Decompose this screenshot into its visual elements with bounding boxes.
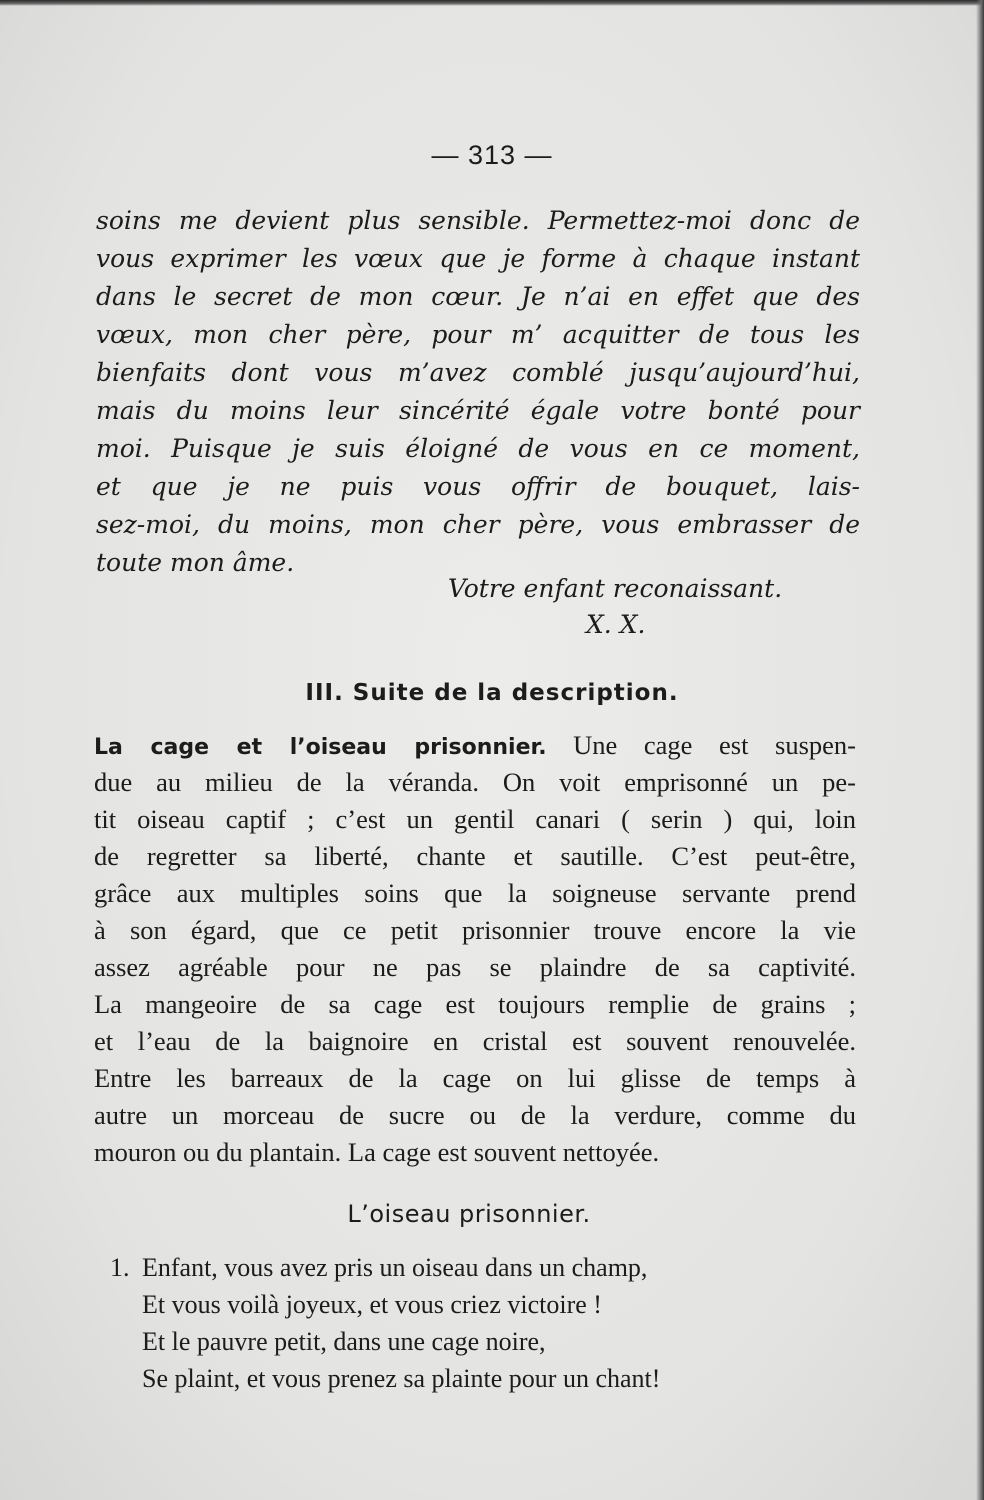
letter-line: soins me devient plus sensible. Permettez-moi donc de [96, 206, 860, 235]
description-line: autre un morceau de sucre ou de la verdure, comme du [94, 1100, 856, 1130]
letter-line: bienfaits dont vous m’avez comblé jusqu’aujourd’hui, [96, 358, 860, 387]
letter-line: et que je ne puis vous offrir de bouquet, lais- [96, 472, 860, 501]
description-line: Entre les barreaux de la cage on lui glisse de temps à [94, 1063, 856, 1093]
poem-verse [110, 1249, 660, 1286]
description-line: grâce aux multiples soins que la soigneuse servante prend [94, 878, 856, 908]
description-line: assez agréable pour ne pas se plaindre de sa captivité. [94, 952, 856, 982]
description-lead: La cage et l’oiseau prisonnier. [94, 735, 547, 760]
description-line: La mangeoire de sa cage est toujours remplie de grains ; [94, 989, 856, 1019]
description-paragraph [94, 727, 856, 1171]
stanza-number: 1. [110, 1253, 130, 1282]
page-number: — 313 — [431, 140, 553, 170]
letter-line: vous exprimer les vœux que je forme à chaque instant [96, 244, 860, 273]
poem-verse: Se plaint, et vous prenez sa plainte pour un chant! [142, 1364, 661, 1393]
section-heading: III. Suite de la description. [305, 680, 679, 706]
description-line: tit oiseau captif ; c’est un gentil canari ( serin ) qui, loin [94, 804, 856, 834]
letter-line: moi. Puisque je suis éloigné de vous en ce moment, [96, 434, 860, 463]
page-right-edge-shadow [976, 0, 984, 1500]
description-line: et l’eau de la baignoire en cristal est souvent renouvelée. [94, 1026, 856, 1056]
letter-text [96, 202, 860, 582]
description-first-line-rest: Une cage est suspen- [546, 730, 856, 760]
page-top-edge-shadow [0, 0, 984, 6]
letter-line: sez-moi, du moins, mon cher père, vous embrasser de [96, 510, 860, 539]
description-line: due au milieu de la véranda. On voit emprisonné un pe- [94, 767, 856, 797]
poem-title: L’oiseau prisonnier. [347, 1200, 591, 1228]
letter-line: dans le secret de mon cœur. Je n’ai en effet que des [96, 282, 860, 311]
letter-line: toute mon âme. [96, 548, 295, 577]
poem-stanza [110, 1249, 660, 1397]
letter-line: vœux, mon cher père, pour m’ acquitter de tous les [96, 320, 860, 349]
poem-verse: Et le pauvre petit, dans une cage noire, [142, 1327, 546, 1356]
poem-verse: Et vous voilà joyeux, et vous criez victoire ! [142, 1290, 602, 1319]
description-line: à son égard, que ce petit prisonnier trouve encore la vie [94, 915, 856, 945]
letter-signature: X. X. [586, 610, 646, 639]
poem-verse-text: Enfant, vous avez pris un oiseau dans un champ, [142, 1253, 648, 1282]
description-line: mouron ou du plantain. La cage est souvent nettoyée. [94, 1137, 660, 1167]
letter-line: mais du moins leur sincérité égale votre bonté pour [96, 396, 860, 425]
letter-closing: Votre enfant reconaissant. [448, 574, 783, 603]
description-line: de regretter sa liberté, chante et sautille. C’est peut-être, [94, 841, 856, 871]
description-line [94, 727, 856, 764]
